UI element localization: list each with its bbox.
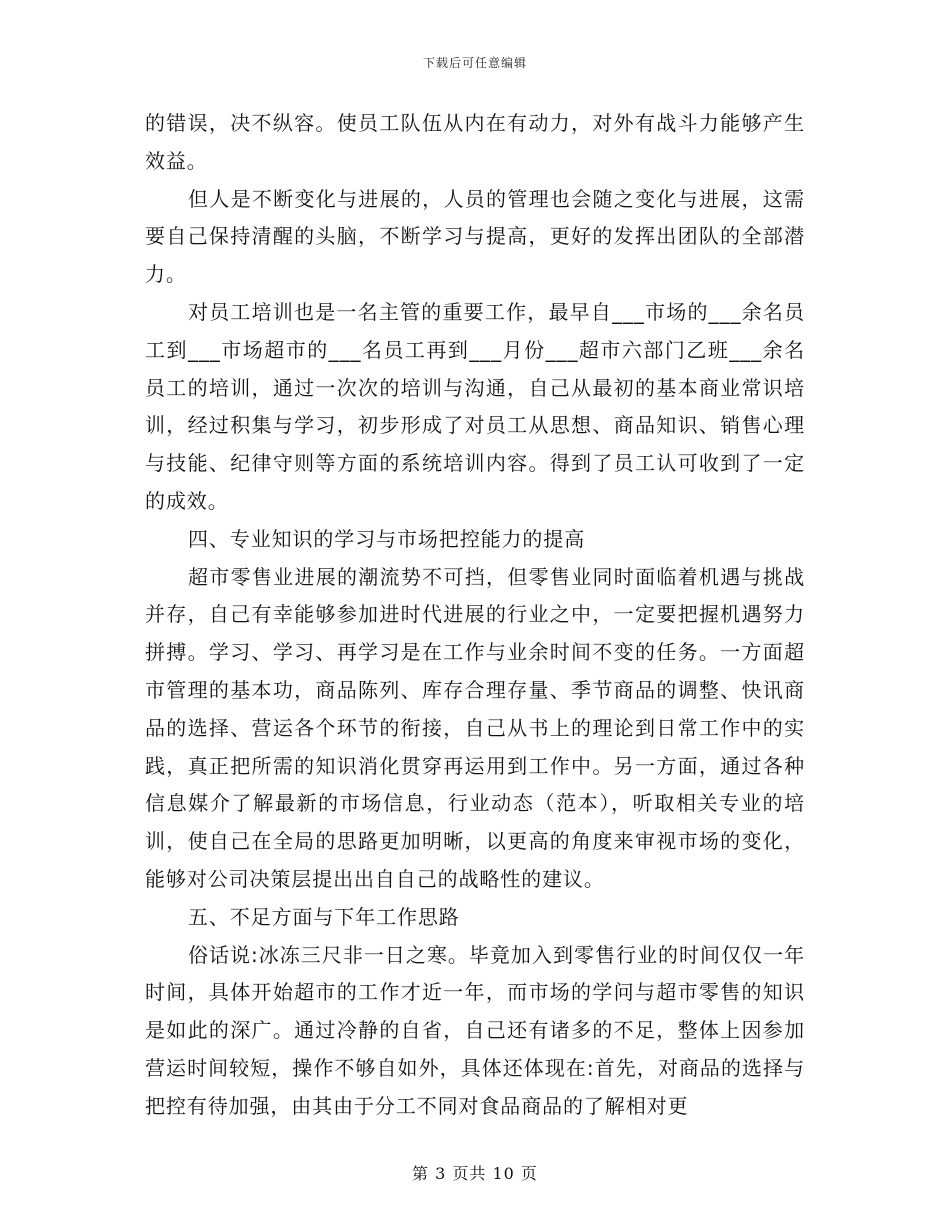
paragraph-7: 俗话说:冰冻三尺非一日之寒。毕竟加入到零售行业的时间仅仅一年时间，具体开始超市的工作才近一年，而市场的学问与超市零售的知识是如此的深广。通过冷静的自省，自己还有诸多的不足，整体上因参加营运时间较短，操作不够自如外，具体还体现在:首先，对商品的选择与把控有待加强，由其由于分工不同对食品商品的了解相对更 [145, 942, 805, 1118]
section-heading-4: 四、专业知识的学习与市场把控能力的提高 [188, 526, 586, 551]
document-body [145, 105, 805, 1126]
section-heading-5: 五、不足方面与下年工作思路 [188, 904, 460, 929]
paragraph-5: 超市零售业进展的潮流势不可挡，但零售业同时面临着机遇与挑战并存，自己有幸能够参加进时代进展的行业之中，一定要把握机遇努力拼搏。学习、学习、再学习是在工作与业余时间不变的任务。一方面超市管理的基本功，商品陈列、库存合理存量、季节商品的调整、快讯商品的选择、营运各个环节的衔接，自己从书上的理论到日常工作中的实践，真正把所需的知识消化贯穿再运用到工作中。另一方面，通过各种信息媒介了解最新的市场信息，行业动态（范本），听取相关专业的培训，使自己在全局的思路更加明晰，以更高的角度来审视市场的变化，能够对公司决策层提出出自自己的战略性的建议。 [145, 564, 805, 891]
page-header: 下载后可任意编辑 [422, 56, 527, 70]
paragraph-1: 的错误，决不纵容。使员工队伍从内在有动力，对外有战斗力能够产生效益。 [145, 111, 805, 173]
paragraph-3: 对员工培训也是一名主管的重要工作，最早自___市场的___余名员工到___市场超市的___名员工再到___月份___超市六部门乙班___余名员工的培训，通过一次次的培训与沟通，自己从最初的基本商业常识培训，经过积集与学习，初步形成了对员工从思想、商品知识、销售心理与技能、纪律守则等方面的系统培训内容。得到了员工认可收到了一定的成效。 [145, 299, 805, 513]
paragraph-2: 但人是不断变化与进展的，人员的管理也会随之变化与进展，这需要自己保持清醒的头脑，不断学习与提高，更好的发挥出团队的全部潜力。 [145, 186, 805, 287]
page-footer: 第 3 页共 10 页 [412, 1164, 538, 1183]
